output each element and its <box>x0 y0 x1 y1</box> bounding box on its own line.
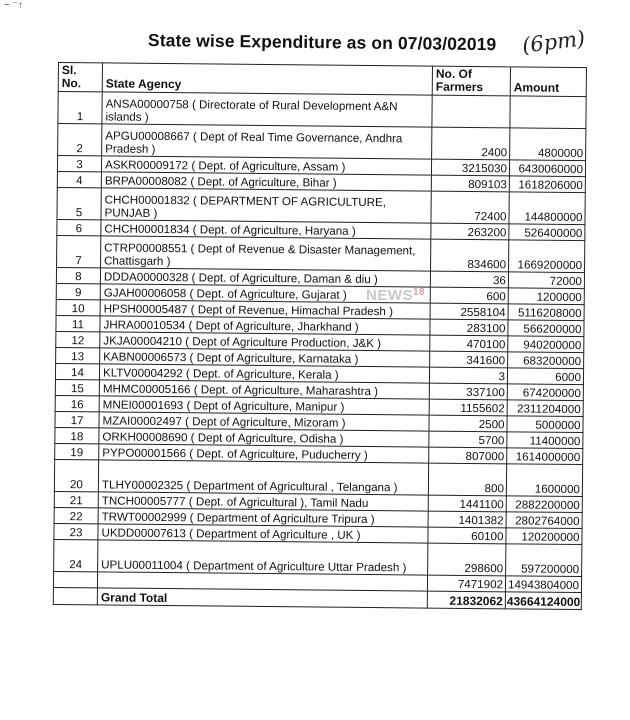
row-state-agency: TRWT00002999 ( Department of Agriculture Tripura ) <box>98 508 428 527</box>
row-state-agency: DDDA00000328 ( Dept. of Agriculture, Daman & diu ) <box>100 268 430 287</box>
row-no-of-farmers: 809103 <box>431 175 509 192</box>
row-amount: 14943804000 <box>505 576 581 593</box>
row-sl-no: 17 <box>55 411 99 427</box>
row-no-of-farmers: 3215030 <box>431 159 509 176</box>
row-no-of-farmers: 263200 <box>431 223 509 240</box>
row-state-agency: GJAH00006058 ( Dept. of Agriculture, Gujarat ) <box>100 284 430 303</box>
row-no-of-farmers <box>432 95 510 128</box>
row-state-agency: ASKR00009172 ( Dept. of Agriculture, Assam ) <box>101 156 431 175</box>
news18-watermark <box>366 287 425 304</box>
row-state-agency: CTRP00008551 ( Dept of Revenue & Disaster Management, Chattisgarh ) <box>101 236 431 271</box>
row-amount: 6430060000 <box>509 160 585 177</box>
row-no-of-farmers: 834600 <box>431 239 509 272</box>
table-row <box>54 459 582 496</box>
row-amount: 683200000 <box>508 352 584 369</box>
table-row <box>58 124 586 161</box>
row-sl-no: 16 <box>55 395 99 411</box>
row-sl-no: 13 <box>56 347 100 363</box>
row-sl-no: 23 <box>54 523 98 539</box>
row-no-of-farmers: 3 <box>429 367 507 384</box>
row-sl-no: 14 <box>55 363 99 379</box>
table-row <box>57 235 585 272</box>
row-state-agency: KLTV00004292 ( Dept. of Agriculture, Kerala ) <box>99 364 429 383</box>
grand-total-farmers: 21832062 <box>427 591 505 609</box>
row-amount: 1614000000 <box>507 448 583 465</box>
row-sl-no: 8 <box>56 267 100 283</box>
row-sl-no: 20 <box>54 459 98 491</box>
row-sl-no: 6 <box>57 219 101 235</box>
row-amount: 72000 <box>508 272 584 289</box>
row-no-of-farmers: 36 <box>430 271 508 288</box>
row-state-agency: MNEI00001693 ( Dept of Agriculture, Manipur ) <box>99 396 429 415</box>
row-amount: 526400000 <box>509 224 585 241</box>
row-no-of-farmers: 341600 <box>430 351 508 368</box>
row-sl-no: 18 <box>55 427 99 443</box>
row-amount: 6000 <box>507 368 583 385</box>
row-state-agency: JHRA00010534 ( Dept of Agriculture, Jharkhand ) <box>100 316 430 335</box>
row-state-agency: MHMC00005166 ( Dept. of Agriculture, Maharashtra ) <box>99 380 429 399</box>
row-amount: 5000000 <box>507 416 583 433</box>
row-no-of-farmers: 337100 <box>429 383 507 400</box>
row-no-of-farmers: 60100 <box>428 527 506 544</box>
row-sl-no: 21 <box>54 491 98 507</box>
row-no-of-farmers: 2558104 <box>430 303 508 320</box>
row-sl-no: 10 <box>56 299 100 315</box>
row-no-of-farmers: 298600 <box>428 543 506 576</box>
row-sl-no: 22 <box>54 507 98 523</box>
row-amount: 566200000 <box>508 320 584 337</box>
row-no-of-farmers: 72400 <box>431 191 509 224</box>
row-no-of-farmers: 1441100 <box>428 495 506 512</box>
row-state-agency: CHCH00001832 ( DEPARTMENT OF AGRICULTURE, PUNJAB ) <box>101 188 431 223</box>
row-sl-no: 15 <box>55 379 99 395</box>
row-sl-no: 4 <box>57 171 101 187</box>
total-sl-no <box>53 587 97 604</box>
row-amount: 2311204000 <box>507 400 583 417</box>
row-amount: 1600000 <box>506 464 582 497</box>
row-state-agency: KABN00006573 ( Dept of Agriculture, Karnataka ) <box>100 348 430 367</box>
row-state-agency: UPLU00011004 ( Department of Agriculture Uttar Pradesh ) <box>98 540 428 575</box>
row-state-agency: BRPA00008082 ( Dept. of Agriculture, Bihar ) <box>101 172 431 191</box>
row-no-of-farmers: 470100 <box>430 335 508 352</box>
corner-mark: ~ ⁻↑ <box>4 0 23 11</box>
row-amount: 2882200000 <box>506 496 582 513</box>
row-amount: 4800000 <box>510 128 586 161</box>
row-no-of-farmers: 7471902 <box>427 575 505 592</box>
row-amount: 5116208000 <box>508 304 584 321</box>
row-amount: 1200000 <box>508 288 584 305</box>
row-sl-no: 11 <box>56 315 100 331</box>
row-state-agency: ORKH00008690 ( Dept of Agriculture, Odisha ) <box>99 428 429 447</box>
row-no-of-farmers: 1155602 <box>429 399 507 416</box>
row-amount: 674200000 <box>507 384 583 401</box>
row-no-of-farmers: 2400 <box>432 127 510 160</box>
row-state-agency: JKJA00004210 ( Dept of Agriculture Production, J&K ) <box>100 332 430 351</box>
watermark-text: NEWS <box>366 287 413 304</box>
row-state-agency: UKDD00007613 ( Department of Agriculture , UK ) <box>98 524 428 543</box>
row-amount: 1669200000 <box>509 240 585 273</box>
header-sl-no: Sl. No. <box>58 63 102 92</box>
row-amount: 1618206000 <box>509 176 585 193</box>
grand-total-amount: 43664124000 <box>505 592 581 610</box>
row-sl-no <box>53 571 97 587</box>
row-state-agency: MZAI00002497 ( Dept of Agriculture, Mizoram ) <box>99 412 429 431</box>
row-amount: 11400000 <box>507 432 583 449</box>
row-sl-no: 24 <box>54 539 98 571</box>
grand-total-label: Grand Total <box>97 588 427 608</box>
expenditure-sheet <box>53 62 586 610</box>
row-no-of-farmers: 283100 <box>430 319 508 336</box>
table-body <box>53 92 586 610</box>
row-no-of-farmers: 1401382 <box>428 511 506 528</box>
row-state-agency: TLHY00002325 ( Department of Agricultural , Telangana ) <box>98 460 428 495</box>
row-no-of-farmers: 600 <box>430 287 508 304</box>
header-state-agency: State Agency <box>102 63 432 95</box>
row-sl-no: 5 <box>57 187 101 219</box>
row-amount: 120200000 <box>506 528 582 545</box>
handwritten-note: (6pm) <box>520 26 587 58</box>
header-no-of-farmers: No. Of Farmers <box>432 66 510 96</box>
expenditure-table <box>53 62 587 610</box>
table-row <box>54 539 582 576</box>
row-sl-no: 2 <box>58 124 102 156</box>
row-amount: 2802764000 <box>506 512 582 529</box>
header-amount: Amount <box>510 67 586 97</box>
row-no-of-farmers: 2500 <box>429 415 507 432</box>
row-state-agency: TNCH00005777 ( Dept. of Agricultural ), Tamil Nadu <box>98 492 428 511</box>
row-sl-no: 9 <box>56 283 100 299</box>
row-no-of-farmers: 5700 <box>429 431 507 448</box>
row-sl-no: 7 <box>57 235 101 267</box>
row-no-of-farmers: 807000 <box>429 447 507 464</box>
row-state-agency: APGU00008667 ( Dept of Real Time Governance, Andhra Pradesh ) <box>102 124 432 159</box>
row-amount: 940200000 <box>508 336 584 353</box>
row-state-agency: CHCH00001834 ( Dept. of Agriculture, Haryana ) <box>101 220 431 239</box>
row-no-of-farmers: 800 <box>428 463 506 496</box>
row-sl-no: 19 <box>55 443 99 459</box>
row-sl-no: 3 <box>57 156 101 172</box>
row-state-agency: HPSH00005487 ( Dept of Revenue, Himachal Pradesh ) <box>100 300 430 319</box>
row-sl-no: 12 <box>56 331 100 347</box>
watermark-number: 18 <box>413 287 426 298</box>
page-title: State wise Expenditure as on 07/03/02019 <box>147 30 497 55</box>
row-amount: 597200000 <box>506 544 582 577</box>
row-sl-no: 1 <box>58 92 102 124</box>
table-row <box>58 92 586 129</box>
row-amount <box>510 96 586 129</box>
row-state-agency: ANSA00000758 ( Directorate of Rural Development A&N islands ) <box>102 92 432 127</box>
row-amount: 144800000 <box>509 192 585 225</box>
table-row <box>57 187 585 224</box>
row-state-agency: PYPO00001566 ( Dept. of Agriculture, Puducherry ) <box>99 444 429 463</box>
